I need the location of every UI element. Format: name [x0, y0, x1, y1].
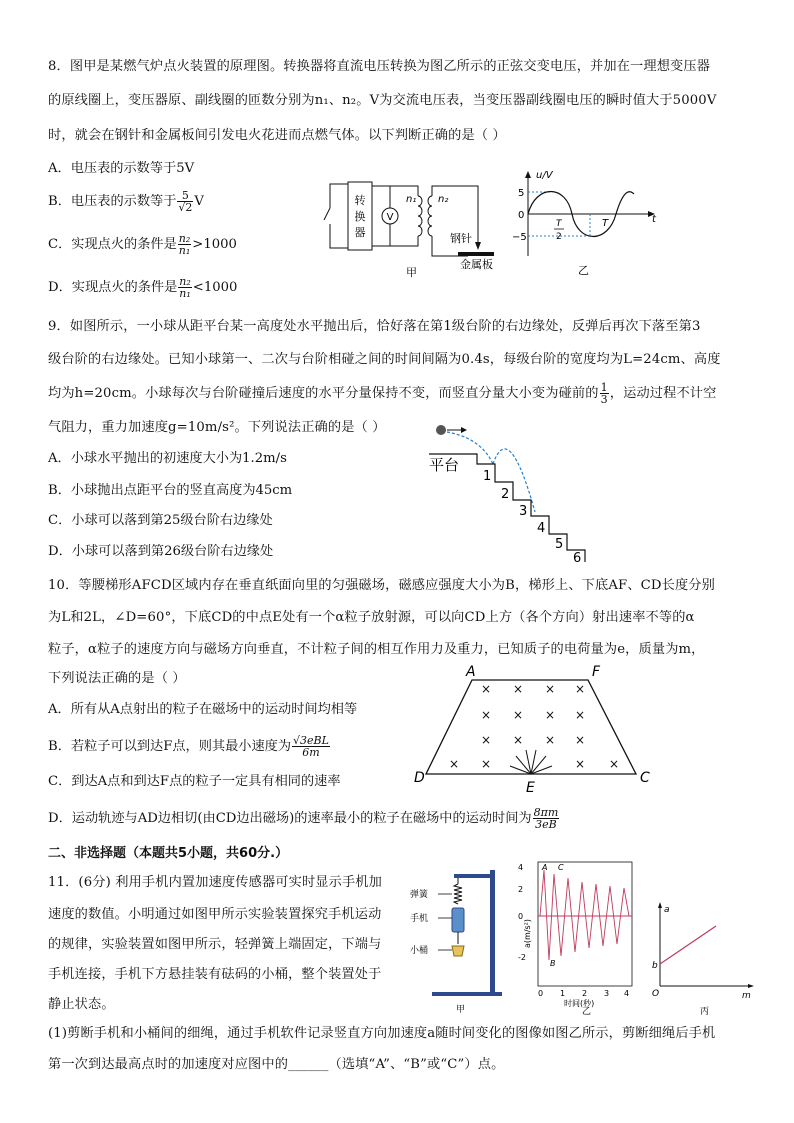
q9-fraction	[600, 382, 609, 405]
q9-line-3-text: 均为h=20cm。小球每次与台阶碰撞后速度的水平分量保持不变，而竖直分量大小变为碰前的	[48, 386, 599, 401]
q10-option-b-fraction	[292, 735, 330, 758]
acceleration-curve	[540, 870, 629, 960]
field-cross-icon: ×	[608, 757, 620, 771]
q10-line-2: 为L和2L，∠D=60°，下底CD的中点E处有一个α粒子放射源，可以向CD上方（各个方向）射出速率不等的α	[48, 610, 695, 625]
q8-voltage-graph	[510, 166, 660, 278]
q8-option-c-cond: >1000	[192, 237, 237, 252]
q8-option-b-text: B．电压表的示数等于	[48, 194, 177, 209]
q11-line-1: 11．(6分) 利用手机内置加速度传感器可实时显示手机加	[48, 875, 382, 890]
q11-line-2: 速度的数值。小明通过如图甲所示实验装置探究手机运动	[48, 907, 382, 922]
q11-line-3: 的规律，实验装置如图甲所示，轻弹簧上端固定，下端与	[48, 937, 382, 952]
spring-icon	[454, 884, 462, 904]
stand-base	[432, 992, 502, 996]
y-label: u/V	[536, 170, 553, 181]
converter-label: 换	[354, 210, 366, 223]
origin-label: O	[652, 989, 660, 999]
point-b-label: B	[550, 959, 556, 968]
field-cross-icon: ×	[480, 708, 492, 722]
q11-linear-graph	[646, 900, 756, 1018]
q10-option-d-fraction	[533, 807, 560, 830]
q11-line-5: 静止状态。	[48, 997, 115, 1012]
q9-line-2: 级台阶的右边缘处。已知小球第一、二次与台阶相碰之间的时间间隔为0.4s，每级台阶的宽度均为L=24cm、高度	[48, 352, 721, 367]
field-cross-icon: ×	[544, 733, 556, 747]
wire	[330, 184, 348, 208]
step-label: 4	[537, 521, 546, 536]
plate-label: 金属板	[460, 258, 493, 271]
q11-part1-line-1: (1)剪断手机和小桶间的细绳，通过手机软件记录竖直方向加速度a随时间变化的图像如图乙所示，剪断细绳后手机	[48, 1026, 716, 1041]
q10-option-c[interactable]: C．到达A点和到达F点的粒子一定具有相同的速率	[48, 774, 341, 789]
t-half-num: T	[556, 219, 562, 229]
step-label: 6	[573, 551, 582, 564]
q8-option-d-fraction	[178, 276, 192, 299]
vertex-c-label: C	[640, 770, 650, 786]
q8-option-c-text: C．实现点火的条件是	[48, 237, 177, 252]
ball-icon	[436, 425, 446, 435]
metal-plate	[458, 252, 494, 256]
figure-caption: 乙	[578, 264, 589, 277]
x-tick: 2	[582, 989, 588, 998]
step-label: 2	[501, 487, 510, 502]
frac-den: 3eB	[535, 818, 557, 831]
q9-option-c[interactable]: C．小球可以落到第25级台阶右边缘处	[48, 513, 273, 528]
q8-option-b-fraction	[177, 190, 193, 213]
q9-stairs-figure	[425, 418, 600, 564]
x-label: 时间(秒)	[564, 999, 595, 1008]
vertex-a-label: A	[466, 664, 476, 680]
n1-label: n₁	[406, 194, 417, 205]
intercept-label: b	[652, 961, 658, 971]
q8-option-a[interactable]: A．电压表的示数等于5V	[48, 161, 195, 176]
step-label: 5	[555, 537, 564, 552]
q9-option-b[interactable]: B．小球抛出点距平台的竖直高度为45cm	[48, 483, 293, 498]
point-e-label: E	[526, 780, 535, 796]
q8-option-d-cond: <1000	[192, 280, 238, 295]
linear-line	[660, 926, 716, 964]
frac-num: 1	[600, 381, 608, 394]
q9-line-3-tail: ，运动过程不计空	[609, 386, 717, 401]
stand-arm	[454, 874, 494, 878]
q8-option-c[interactable]	[48, 233, 237, 256]
frac-num: √3eBL	[293, 734, 329, 747]
velocity-arrows	[510, 750, 552, 774]
q8-option-b[interactable]	[48, 190, 204, 213]
switch-blade	[324, 208, 330, 220]
field-cross-icon: ×	[544, 708, 556, 722]
field-cross-icon: ×	[448, 757, 460, 771]
wire	[372, 236, 418, 246]
voltmeter-label: V	[386, 212, 394, 223]
q11-line-4: 手机连接，手机下方悬挂装有砝码的小桶，整个装置处于	[48, 967, 382, 982]
x-tick: 1	[560, 989, 566, 998]
q9-line-1: 9．如图所示，一小球从距平台某一高度处水平抛出后，恰好落在第1级台阶的右边缘处，反弹后再次下落至第3	[48, 319, 701, 334]
step-label: 3	[519, 504, 528, 519]
q10-line-3: 粒子，α粒子的速度方向与磁场方向垂直，不计粒子间的相互作用力及重力，已知质子的电荷量为e，质量为m，	[48, 642, 705, 657]
field-cross-icon: ×	[574, 757, 586, 771]
q10-option-a[interactable]: A．所有从A点射出的粒子在磁场中的运动时间均相等	[48, 702, 358, 717]
y-tick: 4	[518, 863, 524, 872]
q9-line-4: 气阻力，重力加速度g=10m/s²。下列说法正确的是（ ）	[48, 420, 386, 435]
q8-option-b-unit: V	[194, 194, 204, 209]
y-tick: -2	[518, 953, 526, 962]
q9-line-3	[48, 382, 716, 405]
field-cross-icon: ×	[574, 708, 586, 722]
frac-num: n₂	[179, 275, 191, 288]
secondary-coil-icon	[428, 196, 432, 236]
field-cross-icon: ×	[574, 682, 586, 696]
y-tick: 5	[518, 188, 525, 199]
x-arrow-icon	[748, 984, 754, 988]
q10-trapezoid-figure	[410, 664, 660, 798]
needle-tip-icon	[475, 242, 481, 250]
bucket-icon	[452, 946, 464, 956]
frac-num: 5	[177, 190, 193, 202]
t-half-den: 2	[556, 232, 562, 242]
q8-line-3: 时，就会在钢针和金属板间引发电火花进而点燃气体。以下判断正确的是（ ）	[48, 128, 506, 143]
t-full-label: T	[602, 218, 609, 229]
field-cross-icon: ×	[544, 682, 556, 696]
converter-label: 转	[354, 194, 366, 207]
figure-caption: 乙	[582, 1007, 592, 1016]
field-cross-icon: ×	[480, 682, 492, 696]
converter-label: 器	[354, 226, 366, 239]
y-label: a(m/s²)	[523, 918, 532, 948]
spring-label: 弹簧	[410, 890, 429, 900]
vertex-d-label: D	[414, 770, 425, 786]
q10-option-d[interactable]	[48, 807, 560, 830]
field-cross-icon: ×	[512, 708, 524, 722]
q8-option-d-text: D．实现点火的条件是	[48, 280, 178, 295]
q9-option-d[interactable]: D．小球可以落到第26级台阶右边缘处	[48, 544, 274, 559]
y-arrow-icon	[525, 171, 531, 178]
needle-label: 钢针	[450, 232, 472, 245]
frac-den: n₁	[179, 287, 191, 300]
point-c-label: C	[558, 863, 564, 872]
y-tick: −5	[512, 232, 527, 243]
frac-den: √2	[178, 201, 193, 214]
field-cross-icon: ×	[480, 757, 492, 771]
x-tick: 3	[604, 989, 610, 998]
frac-num: 8πm	[533, 806, 559, 819]
q11-part1-line-2: 第一次到达最高点时的加速度对应图中的______（选填“A”、“B”或“C”）点。	[48, 1057, 505, 1072]
y-tick: 0	[518, 210, 525, 221]
q8-line-1: 8．图甲是某燃气炉点火装置的原理图。转换器将直流电压转换为图乙所示的正弦交变电压，并加在一理想变压器	[48, 59, 711, 74]
phone-label: 手机	[410, 914, 429, 924]
q10-line-4: 下列说法正确的是（ ）	[48, 671, 186, 686]
field-cross-icon: ×	[512, 682, 524, 696]
trajectory-2	[493, 449, 535, 512]
vertex-f-label: F	[592, 664, 601, 680]
figure-caption: 甲	[406, 266, 417, 279]
q10-line-1: 10．等腰梯形AFCD区域内存在垂直纸面向里的匀强磁场，磁感应强度大小为B，梯形上、下底AF、CD长度分别	[48, 578, 715, 593]
field-cross-icon: ×	[512, 733, 524, 747]
bucket-label: 小桶	[410, 946, 429, 956]
q9-option-a[interactable]: A．小球水平抛出的初速度大小为1.2m/s	[48, 451, 287, 466]
step-label: 1	[483, 469, 492, 484]
x-tick: 0	[538, 989, 544, 998]
platform-label: 平台	[429, 456, 460, 474]
stand-pole	[490, 870, 495, 992]
section-heading: 二、非选择题（本题共5小题，共60分.）	[48, 846, 289, 861]
frac-den: n₁	[178, 244, 191, 257]
q10-option-d-text: D．运动轨迹与AD边相切(由CD边出磁场)的速率最小的粒子在磁场中的运动时间为	[48, 811, 532, 826]
y-label: a	[664, 905, 670, 915]
y-tick: 0	[518, 912, 524, 921]
x-label: m	[742, 991, 751, 1001]
y-tick: 2	[518, 885, 524, 894]
q8-line-2: 的原线圈上，变压器原、副线圈的匝数分别为n₁、n₂。V为交流电压表，当变压器副线圈电压的瞬时值大于5000V	[48, 93, 717, 108]
q8-option-d[interactable]	[48, 276, 237, 299]
y-arrow-icon	[658, 902, 662, 908]
primary-coil-icon	[418, 196, 422, 236]
q8-option-c-fraction	[178, 233, 192, 256]
frac-den: 6m	[302, 746, 320, 759]
q10-option-b-text: B．若粒子可以到达F点，则其最小速度为	[48, 739, 292, 754]
phone-icon	[452, 908, 464, 932]
field-cross-icon: ×	[480, 733, 492, 747]
q8-circuit-figure	[318, 178, 504, 280]
q11-apparatus-figure	[408, 866, 510, 1016]
point-a-label: A	[542, 863, 548, 872]
frac-den: 3	[600, 393, 608, 406]
figure-caption: 丙	[700, 1007, 710, 1017]
x-tick: 4	[624, 989, 630, 998]
frac-num: n₂	[178, 232, 191, 245]
figure-caption: 甲	[456, 1005, 466, 1015]
wire	[330, 224, 348, 248]
q11-acceleration-chart	[516, 856, 636, 1016]
arrow-head-icon	[461, 427, 467, 433]
n2-label: n₂	[438, 194, 449, 205]
x-label: t	[652, 214, 656, 225]
q10-option-b[interactable]	[48, 735, 331, 758]
field-cross-icon: ×	[574, 733, 586, 747]
